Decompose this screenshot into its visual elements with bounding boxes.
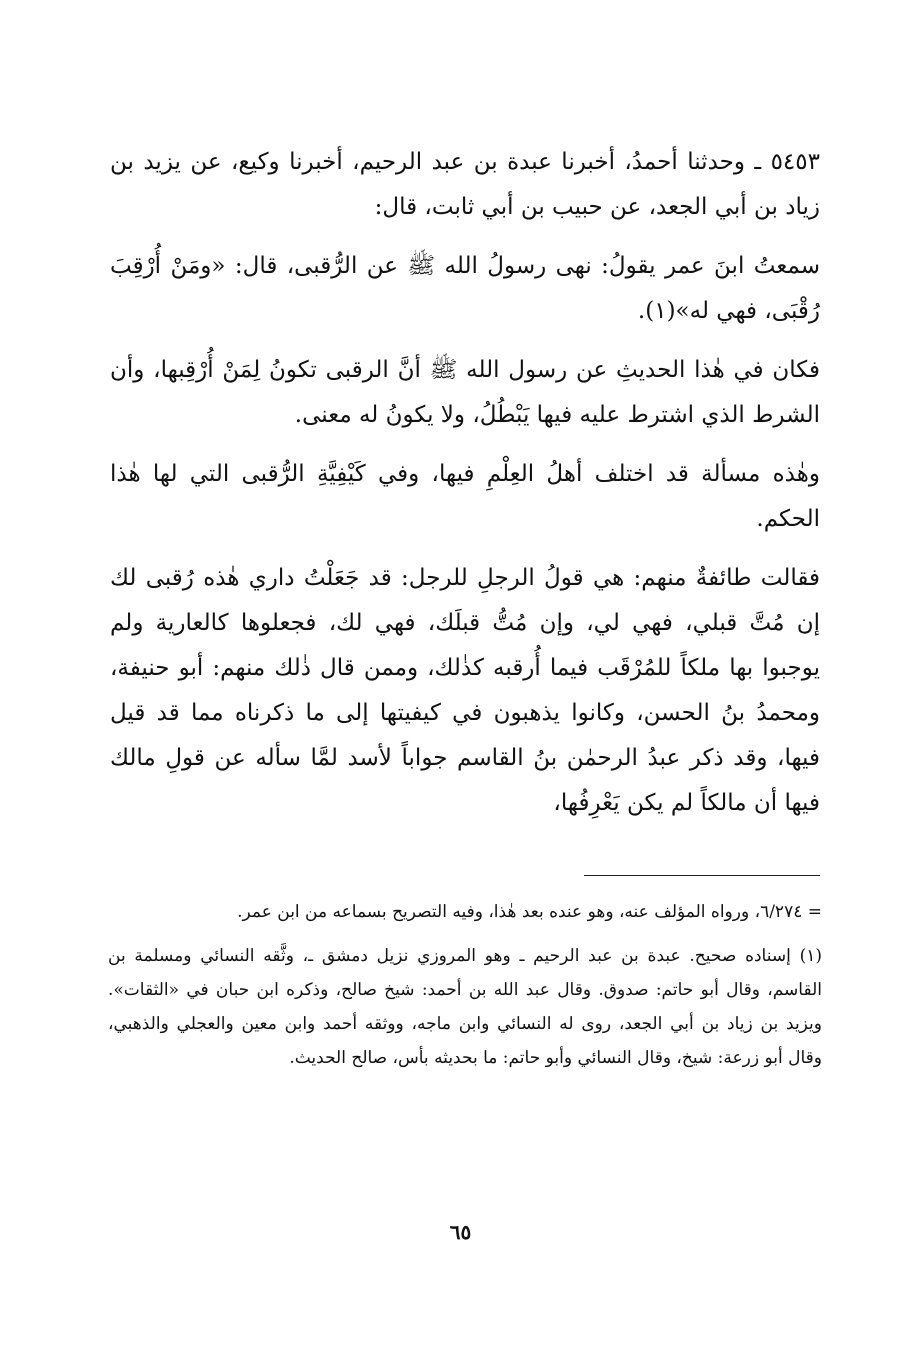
footnotes <box>108 895 822 1075</box>
page-number: ٦٥ <box>449 1220 472 1244</box>
narration-paragraph: سمعتُ ابنَ عمر يقولُ: نهى رسولُ الله ﷺ عن الرُّقبى، قال: «ومَنْ أُرْقِبَ رُقْبَى، فهي له»(١). <box>110 253 820 324</box>
opinions-paragraph: فقالت طائفةٌ منهم: هي قولُ الرجلِ للرجل: قد جَعَلْتُ داري هٰذه رُقبى لك إن مُتَّ قبلي، فهي لي، وإن مُتُّ قبلَك، فهي لك، فجعلوها كالعارية ولم يوجبوا بها ملكاً للمُرْقَب فيما أُرقبه كذٰلك، وممن قال ذٰلك منهم: أبو حنيفة، ومحمدُ بنُ الحسن، وكانوا يذهبون في كيفيتها إلى ما ذكرناه مما قد قيل فيها، وقد ذكر عبدُ الرحمٰن بنُ القاسم جواباً لأسد لمَّا سأله عن قولِ مالك فيها أن مالكاً لم يكن يَعْرِفُها، <box>110 565 820 816</box>
footnote-continuation: = ٦/٢٧٤، ورواه المؤلف عنه، وهو عنده بعد هٰذا، وفيه التصريح بسماعه من ابن عمر. <box>237 902 822 922</box>
hadith-paragraph: ٥٤٥٣ ـ وحدثنا أحمدُ، أخبرنا عبدة بن عبد الرحيم، أخبرنا وكيع، عن يزيد بن زياد بن أبي الجعد، عن حبيب بن أبي ثابت، قال: <box>110 149 820 220</box>
issue-paragraph: وهٰذه مسألة قد اختلف أهلُ العِلْمِ فيها، وفي كَيْفِيَّةِ الرُّقبى التي لها هٰذا الحكم. <box>110 461 820 532</box>
footnote-1: (١) إسناده صحيح. عبدة بن عبد الرحيم ـ وهو المروزي نزيل دمشق ـ، وثَّقه النسائي ومسلمة بن القاسم، وقال أبو حاتم: صدوق. وقال عبد الله بن أحمد: شيخ صالح، وذكره ابن حبان في «الثقات». ويزيد بن زياد بن أبي الجعد، روى له النسائي وابن ماجه، ووثقه أحمد وابن معين والعجلي والذهبي، وقال أبو زرعة: شيخ، وقال النسائي وأبو حاتم: ما بحديثه بأس، صالح الحديث. <box>108 946 822 1068</box>
commentary-paragraph: فكان في هٰذا الحديثِ عن رسول الله ﷺ أنَّ الرقبى تكونُ لِمَنْ أُرْقِبها، وأن الشرط الذي اشترط عليه فيها يَبْطُلُ، ولا يكونُ له معنى. <box>110 357 820 428</box>
footnote-separator <box>584 875 820 876</box>
main-text <box>110 140 820 826</box>
